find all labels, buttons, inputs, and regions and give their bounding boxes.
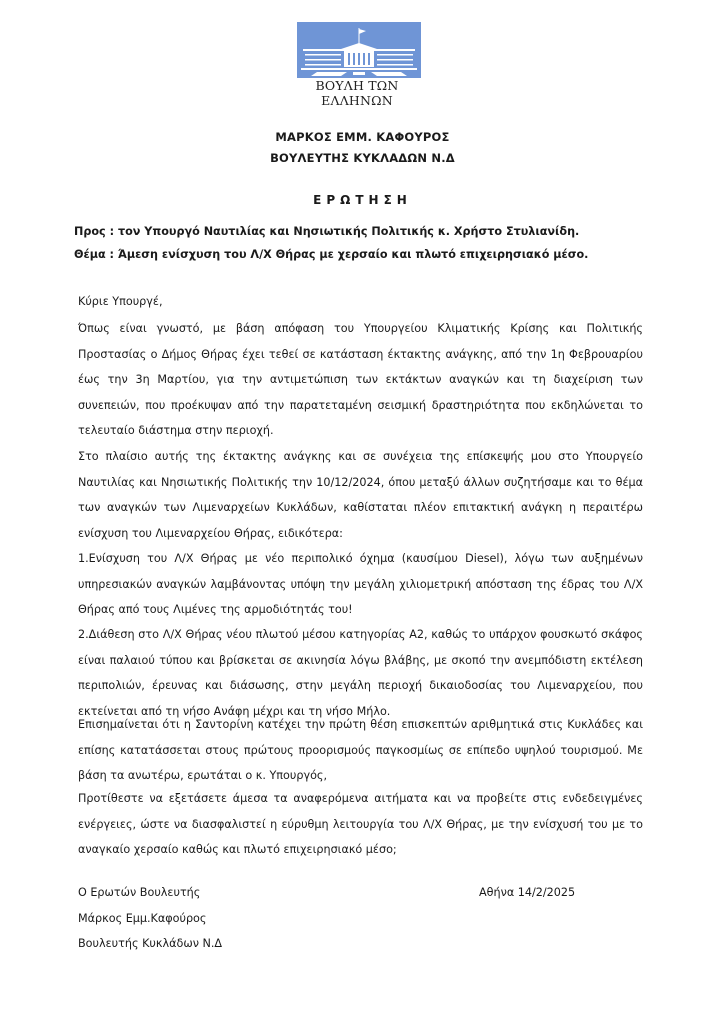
subject-line: Θέμα : Άμεση ενίσχυση του Λ/Χ Θήρας με χερσαίο και πλωτό επιχειρησιακό μέσο.: [74, 248, 589, 261]
paragraph-request-vessel: 2.Διάθεση στο Λ/Χ Θήρας νέου πλωτού μέσου κατηγορίας Α2, καθώς το υπάρχον φουσκωτό σκάφος είναι παλαιού τύπου και βρίσκεται σε ακινησία λόγω βλάβης, με σκοπό την ανεμπόδιστη εκτέλεση περιπολιών, έρευνας και διάσωσης, στην μεγάλη περιοχή δικαιοδοσίας του Λιμεναρχείου, που εκτείνεται από τη νήσο Ανάφη μέχρι και τη νήσο Μήλο.: [78, 628, 643, 718]
document-date: Αθήνα 14/2/2025: [479, 886, 576, 899]
signature-title: Ο Ερωτών Βουλευτής: [78, 886, 201, 899]
paragraph-request-vehicle: 1.Ενίσχυση του Λ/Χ Θήρας με νέο περιπολικό όχημα (καυσίμου Diesel), λόγω των αυξημένων υπηρεσιακών αναγκών λαμβάνοντας υπόψη την μεγάλη χιλιομετρική απόσταση της έδρας του Λ/Χ Θήρας από τους Λιμένες της αρμοδιότητάς του!: [78, 552, 643, 616]
paragraph-emergency: Όπως είναι γνωστό, με βάση απόφαση του Υπουργείου Κλιματικής Κρίσης και Πολιτικής Προστασίας ο Δήμος Θήρας έχει τεθεί σε κατάσταση έκτακτης ανάγκης, από την 1η Φεβρουαρίου έως την 3η Μαρτίου, για την αντιμετώπιση των εκτάκτων αναγκών και τη διαχείριση των συνεπειών, που προέκυψαν από την παρατεταμένη σεισμική δραστηριότητα που εκδηλώνεται το τελευταίο διάστημα στην περιοχή.: [78, 322, 643, 437]
logo-caption: ΒΟΥΛΗ ΤΩΝ ΕΛΛΗΝΩΝ: [315, 78, 399, 108]
parliament-logo: [297, 22, 421, 78]
body-paragraph: [78, 622, 643, 724]
recipient-line: Προς : τον Υπουργό Ναυτιλίας και Νησιωτικής Πολιτικής κ. Χρήστο Στυλιανίδη.: [74, 225, 580, 238]
body-paragraph: [78, 786, 643, 863]
signature-name: Μάρκος Εμμ.Καφούρος: [78, 911, 207, 925]
signature-role: Βουλευτής Κυκλάδων Ν.Δ: [78, 937, 223, 950]
author-name: ΜΑΡΚΟΣ ΕΜΜ. ΚΑΦΟΥΡΟΣ: [275, 130, 450, 144]
body-paragraph: [78, 444, 643, 546]
signature-block: [78, 880, 222, 957]
author-role: ΒΟΥΛΕΥΤΗΣ ΚΥΚΛΑΔΩΝ Ν.Δ: [270, 151, 455, 165]
body-paragraph: [78, 316, 643, 444]
body-paragraph: [78, 546, 643, 623]
paragraph-question: Προτίθεστε να εξετάσετε άμεσα τα αναφερόμενα αιτήματα και να προβείτε στις ενδεδειγμένες ενέργειες, ώστε να διασφαλιστεί η εύρυθμη λειτουργία του Λ/Χ Θήρας, με την ενίσχυσή του με το αναγκαίο χερσαίο καθώς και πλωτό επιχειρησιακό μέσο;: [78, 792, 643, 856]
body-paragraph: [78, 712, 643, 789]
greeting: Κύριε Υπουργέ,: [78, 295, 163, 308]
paragraph-context: Στο πλαίσιο αυτής της έκτακτης ανάγκης και σε συνέχεια της επίσκεψής μου στο Υπουργείο Ναυτιλίας και Νησιωτικής Πολιτικής την 10/12/2024, όπου μεταξύ άλλων συζητήσαμε και το θέμα των αναγκών των Λιμεναρχείων Κυκλάδων, καθίσταται πλέον επιτακτική ανάγκη η περαιτέρω ενίσχυση του Λιμεναρχείου Θήρας, ειδικότερα:: [78, 450, 643, 540]
paragraph-santorini: Επισημαίνεται ότι η Σαντορίνη κατέχει την πρώτη θέση επισκεπτών αριθμητικά στις Κυκλάδες και επίσης κατατάσσεται στους πρώτους προορισμούς παγκοσμίως σε επίπεδο υψηλού τουρισμού. Με βάση τα ανωτέρω, ερωτάται ο κ. Υπουργός,: [78, 718, 643, 782]
parliament-building-icon: [297, 22, 421, 78]
document-title: ΕΡΩΤΗΣΗ: [313, 193, 412, 207]
